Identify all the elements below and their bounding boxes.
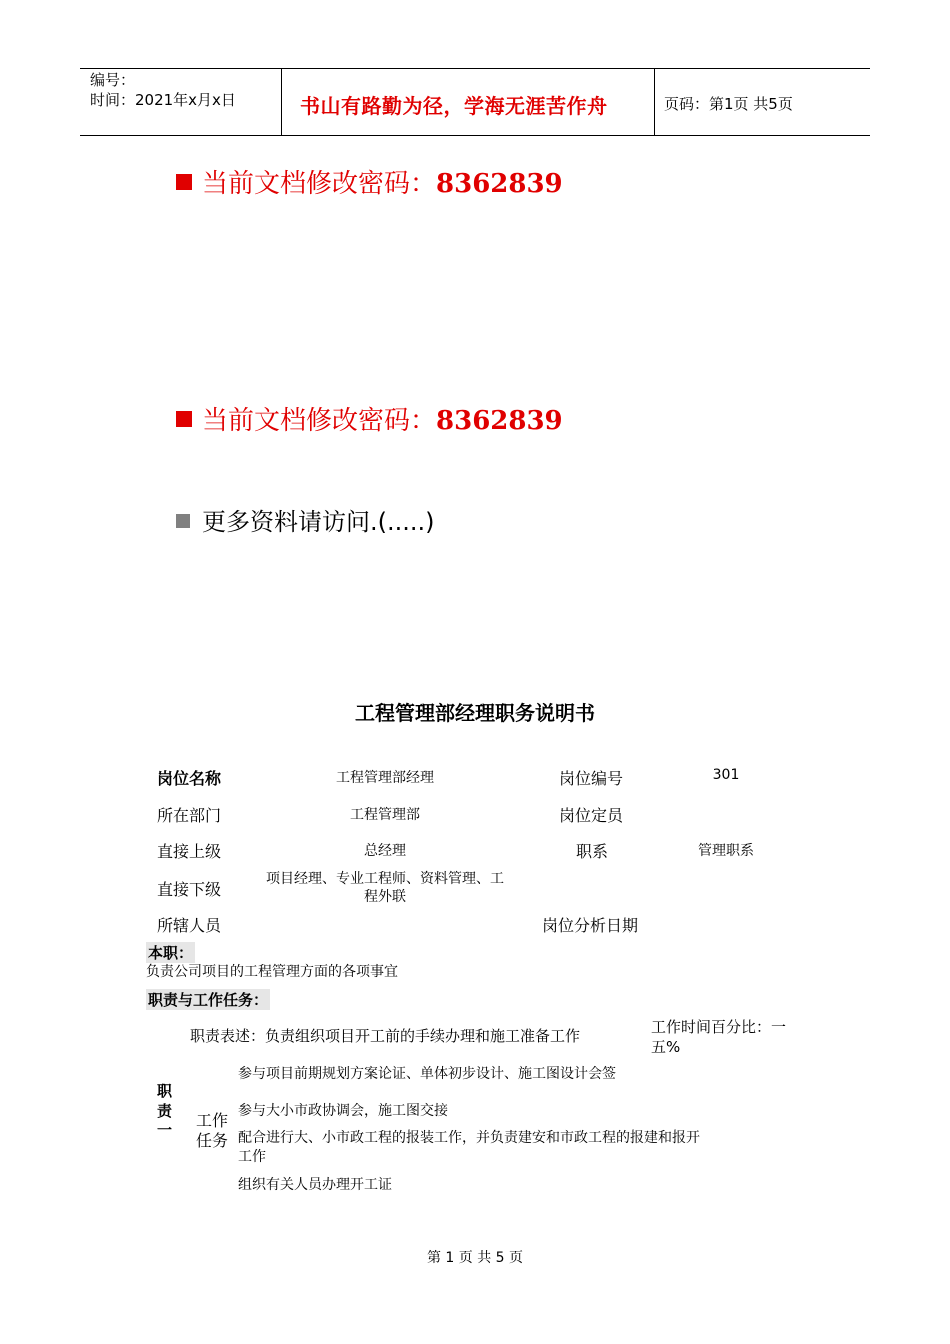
staff-label: 所辖人员 — [157, 916, 222, 935]
job-family-value: 管理职系 — [698, 843, 754, 859]
document-title: 工程管理部经理职务说明书 — [355, 701, 595, 725]
subordinate-value-line1: 项目经理、专业工程师、资料管理、工 — [266, 871, 504, 887]
department-label: 所在部门 — [157, 806, 222, 825]
header-motto: 书山有路勤为径，学海无涯苦作舟 — [300, 94, 608, 118]
job-family-label: 职系 — [576, 842, 609, 861]
time-percent-line1: 工作时间百分比：一 — [651, 1018, 787, 1036]
more-info-notice — [176, 506, 435, 538]
duty-one-char-1: 职 — [157, 1082, 173, 1100]
more-info-text: 更多资料请访问.(.....) — [202, 508, 435, 536]
post-number-label: 岗位编号 — [559, 769, 624, 788]
task-item-4: 组织有关人员办理开工证 — [238, 1177, 392, 1193]
superior-label: 直接上级 — [157, 842, 222, 861]
page-footer: 第 1 页 共 5 页 — [426, 1250, 524, 1266]
header-page-info: 页码：第1页 共5页 — [664, 95, 793, 113]
task-item-3-continued: 工作 — [238, 1149, 266, 1165]
header-divider-left — [281, 68, 282, 136]
headcount-label: 岗位定员 — [559, 806, 624, 825]
analysis-date-label: 岗位分析日期 — [542, 916, 639, 935]
header-number-label: 编号： — [90, 71, 136, 89]
header-top-rule — [80, 68, 870, 69]
duty-one-char-3: 一 — [157, 1121, 173, 1139]
red-square-bullet-icon — [176, 411, 192, 427]
red-square-bullet-icon — [176, 174, 192, 190]
password-notice-text: 当前文档修改密码： — [202, 169, 437, 199]
post-name-label: 岗位名称 — [157, 769, 222, 788]
password-code: 8362839 — [436, 169, 563, 199]
password-notice-text: 当前文档修改密码： — [202, 406, 437, 436]
header-bottom-rule — [80, 135, 870, 136]
superior-value: 总经理 — [364, 843, 406, 859]
subordinate-label: 直接下级 — [157, 880, 222, 899]
work-tasks-label-line2: 任务 — [196, 1131, 229, 1150]
task-item-3: 配合进行大、小市政工程的报装工作，并负责建安和市政工程的报建和报开 — [238, 1130, 700, 1146]
tasks-section-label: 职责与工作任务： — [148, 991, 269, 1009]
duty-section-label: 本职： — [148, 944, 194, 962]
department-value: 工程管理部 — [350, 807, 420, 823]
task-item-2: 参与大小市政协调会，施工图交接 — [238, 1103, 448, 1119]
post-number-value: 301 — [712, 767, 740, 783]
duty-one-description: 职责表述：负责组织项目开工前的手续办理和施工准备工作 — [190, 1027, 581, 1045]
post-name-value: 工程管理部经理 — [336, 770, 434, 786]
header-divider-right — [654, 68, 655, 136]
duty-section-text: 负责公司项目的工程管理方面的各项事宜 — [146, 964, 398, 980]
work-tasks-label-line1: 工作 — [196, 1111, 229, 1130]
password-code: 8362839 — [436, 406, 563, 436]
gray-square-bullet-icon — [176, 514, 190, 528]
password-notice-2 — [176, 404, 563, 438]
header-time-label: 时间：2021年x月x日 — [90, 91, 236, 109]
time-percent-line2: 五% — [651, 1038, 681, 1056]
task-item-1: 参与项目前期规划方案论证、单体初步设计、施工图设计会签 — [238, 1066, 616, 1082]
password-notice-1 — [176, 167, 563, 201]
subordinate-value-line2: 程外联 — [364, 889, 406, 905]
duty-one-char-2: 责 — [157, 1102, 173, 1120]
